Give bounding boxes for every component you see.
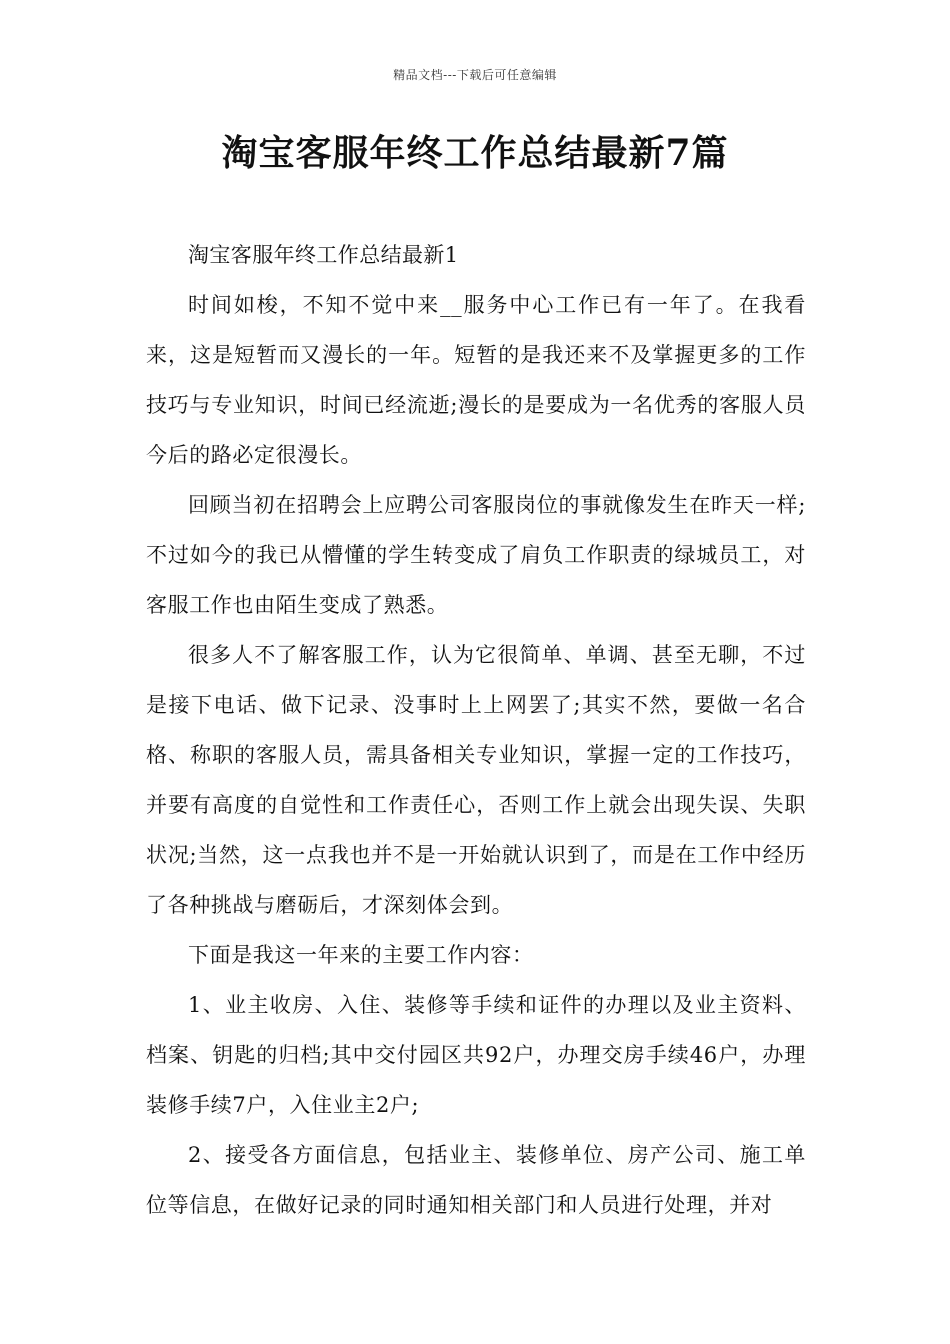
section-heading: 淘宝客服年终工作总结最新1 <box>188 243 459 267</box>
body-paragraph: 回顾当初在招聘会上应聘公司客服岗位的事就像发生在昨天一样;不过如今的我已从懵懂的学生转变成了肩负工作职责的绿城员工，对客服工作也由陌生变成了熟悉。 <box>146 493 806 617</box>
body-paragraph: 下面是我这一年来的主要工作内容： <box>188 943 534 967</box>
list-paragraph: 1、业主收房、入住、装修等手续和证件的办理以及业主资料、档案、钥匙的归档;其中交付园区共92户，办理交房手续46户，办理装修手续7户，入住业主2户; <box>146 993 806 1117</box>
body-paragraph: 时间如梭，不知不觉中来__服务中心工作已有一年了。在我看来，这是短暂而又漫长的一年。短暂的是我还来不及掌握更多的工作技巧与专业知识，时间已经流逝;漫长的是要成为一名优秀的客服人员今后的路必定很漫长。 <box>146 293 806 467</box>
list-paragraph: 2、接受各方面信息，包括业主、装修单位、房产公司、施工单位等信息，在做好记录的同时通知相关部门和人员进行处理，并对 <box>146 1143 806 1217</box>
document-title: 淘宝客服年终工作总结最新7篇 <box>221 132 729 174</box>
document-body <box>146 230 806 1230</box>
body-paragraph: 很多人不了解客服工作，认为它很简单、单调、甚至无聊，不过是接下电话、做下记录、没事时上上网罢了;其实不然，要做一名合格、称职的客服人员，需具备相关专业知识，掌握一定的工作技巧，并要有高度的自觉性和工作责任心，否则工作上就会出现失误、失职状况;当然，这一点我也并不是一开始就认识到了，而是在工作中经历了各种挑战与磨砺后，才深刻体会到。 <box>146 643 806 917</box>
header-note: 精品文档---下载后可任意编辑 <box>393 68 557 82</box>
